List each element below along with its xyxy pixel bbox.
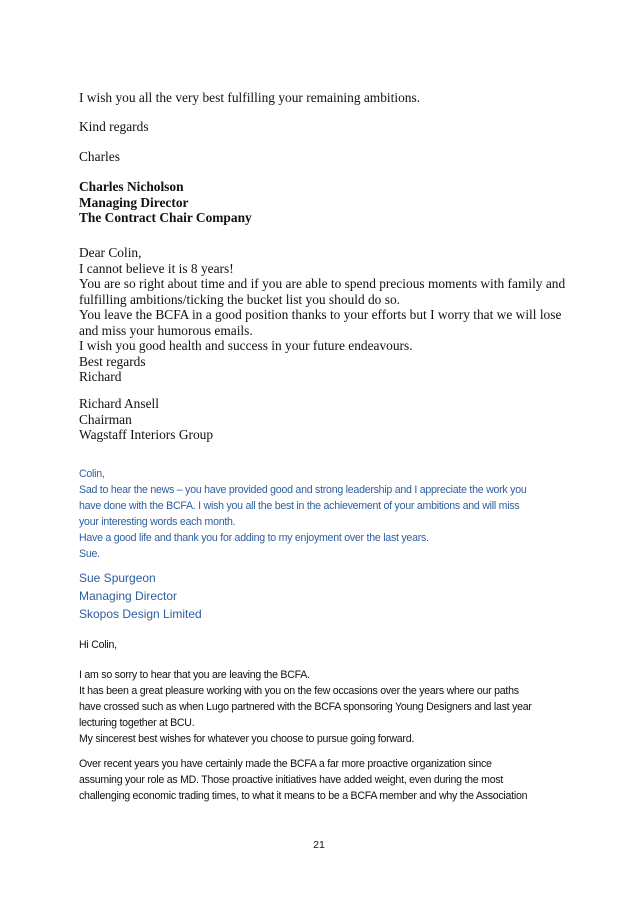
letter-line: I wish you good health and success in your future endeavours.: [79, 338, 413, 353]
charles-closing: [79, 119, 579, 135]
letter-line: Sue.: [79, 547, 100, 560]
letter-line: your interesting words each month.: [79, 515, 236, 528]
letter-line: My sincerest best wishes for whatever you choose to pursue going forward.: [79, 732, 415, 745]
letter-line: You are so right about time and if you are able to spend precious moments with family and: [79, 276, 566, 291]
letter-line: assuming your role as MD. Those proactive initiatives have added weight, even during the most: [79, 773, 504, 786]
letter-line: I am so sorry to hear that you are leaving the BCFA.: [79, 669, 310, 681]
fourth-greeting: [79, 638, 579, 654]
signature-name: Sue Spurgeon: [79, 571, 156, 585]
charles-signature: [79, 179, 579, 226]
signature-company: Skopos Design Limited: [79, 607, 202, 621]
richard-signature: [79, 396, 579, 443]
letter-line: You leave the BCFA in a good position thanks to your efforts but I worry that we will lose: [79, 307, 562, 322]
signature-title: Managing Director: [79, 194, 189, 210]
first-name: Charles: [79, 149, 120, 164]
signature-title: Managing Director: [79, 589, 178, 603]
greeting: Hi Colin,: [79, 639, 117, 651]
letter-line: have crossed such as when Lugo partnered with the BCFA sponsoring Young Designers and last year: [79, 700, 532, 713]
letter-line: Colin,: [79, 468, 105, 480]
charles-first-name: [79, 149, 579, 165]
letter-line: lecturing together at BCU.: [79, 716, 195, 729]
signature-company: The Contract Chair Company: [79, 210, 252, 225]
signature-title: Chairman: [79, 411, 132, 427]
letter-line: challenging economic trading times, to what it means to be a BCFA member and why the Association: [79, 789, 528, 802]
charles-letter: [79, 90, 579, 106]
letter-line: Over recent years you have certainly made the BCFA a far more proactive organization since: [79, 758, 492, 770]
letter-line: and miss your humorous emails.: [79, 322, 253, 338]
letter-line: Sad to hear the news – you have provided good and strong leadership and I appreciate the work you: [79, 483, 527, 496]
richard-letter: [79, 245, 579, 385]
letter-line: fulfilling ambitions/ticking the bucket list you should do so.: [79, 291, 400, 307]
letter-line: I cannot believe it is 8 years!: [79, 260, 234, 276]
signature-name: Richard Ansell: [79, 396, 159, 411]
fourth-paragraph-2: [79, 757, 579, 805]
letter-line: Dear Colin,: [79, 245, 142, 260]
letter-line: It has been a great pleasure working with you on the few occasions over the years where our paths: [79, 684, 519, 697]
wish-line: I wish you all the very best fulfilling your remaining ambitions.: [79, 90, 421, 105]
sue-signature: [79, 569, 579, 623]
page-number: 21: [313, 839, 325, 851]
letter-line: have done with the BCFA. I wish you all the best in the achievement of your ambitions and will miss: [79, 499, 520, 512]
letter-line: Richard: [79, 369, 122, 384]
letter-line: Best regards: [79, 353, 146, 369]
kind-regards: Kind regards: [79, 119, 149, 134]
signature-company: Wagstaff Interiors Group: [79, 427, 214, 442]
fourth-paragraph-1: [79, 668, 579, 748]
letter-line: Have a good life and thank you for adding to my enjoyment over the last years.: [79, 531, 429, 544]
sue-letter: [79, 467, 579, 562]
signature-name: Charles Nicholson: [79, 179, 184, 194]
